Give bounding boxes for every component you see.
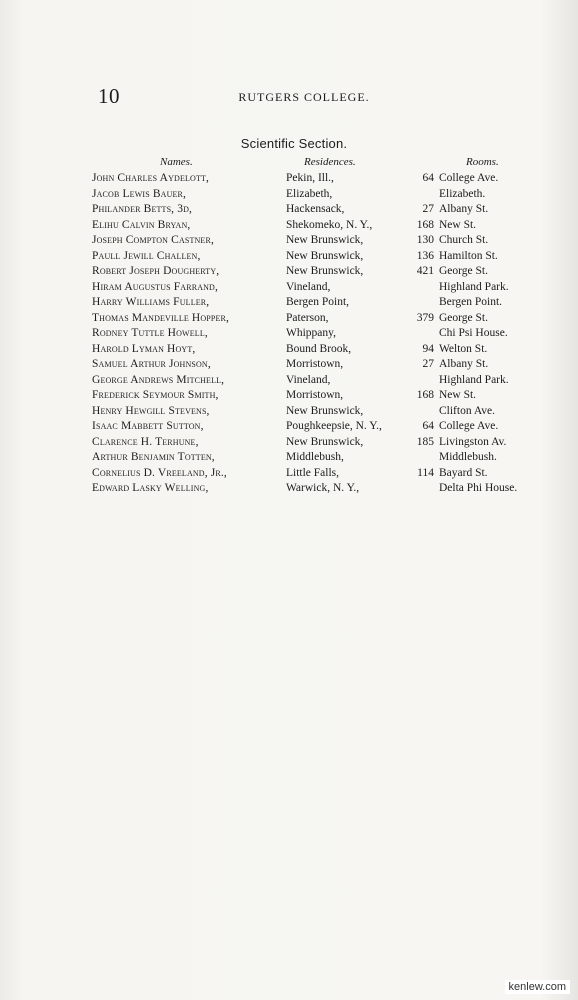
student-name: Henry Hewgill Stevens,: [92, 404, 210, 417]
student-row: [0, 343, 578, 359]
room-location: Delta Phi House.: [439, 482, 518, 494]
student-row: [0, 405, 578, 421]
student-name: Cornelius D. Vreeland, Jr.,: [92, 466, 227, 479]
student-name: Isaac Mabbett Sutton,: [92, 420, 204, 432]
room-location: George St.: [439, 311, 488, 324]
column-header-names: Names.: [160, 156, 193, 168]
room-location: New St.: [439, 218, 477, 231]
student-name: Joseph Compton Castner,: [92, 234, 214, 246]
student-name: Paull Jewill Challen,: [92, 249, 201, 262]
room-location: Bergen Point.: [439, 296, 503, 308]
student-name: Harold Lyman Hoyt,: [92, 342, 196, 355]
room-number: 421: [416, 265, 434, 277]
room-location: Church St.: [439, 234, 489, 246]
room-location: Highland Park.: [439, 280, 509, 293]
student-residence: Morristown,: [286, 389, 344, 401]
room-location: Highland Park.: [439, 373, 509, 386]
student-name: Harry Williams Fuller,: [92, 296, 210, 308]
student-row: [0, 467, 578, 483]
room-location: Chi Psi House.: [439, 327, 508, 339]
student-name: Clarence H. Terhune,: [92, 435, 199, 448]
room-number: 185: [416, 435, 434, 448]
student-row: [0, 203, 578, 219]
student-list: [0, 172, 578, 498]
student-residence: Little Falls,: [286, 466, 340, 479]
student-name: Thomas Mandeville Hopper,: [92, 311, 230, 324]
room-number: 168: [416, 218, 434, 231]
student-row: [0, 281, 578, 297]
student-row: [0, 389, 578, 405]
room-location: Bayard St.: [439, 466, 488, 479]
student-name: Robert Joseph Dougherty,: [92, 265, 220, 277]
room-location: Albany St.: [439, 358, 489, 370]
student-row: [0, 358, 578, 374]
student-name: Elihu Calvin Bryan,: [92, 218, 191, 231]
student-residence: Hackensack,: [286, 203, 345, 215]
room-number: 27: [422, 358, 434, 370]
student-residence: Paterson,: [286, 311, 329, 324]
room-location: College Ave.: [439, 172, 499, 184]
column-header-residences: Residences.: [304, 156, 356, 168]
student-row: [0, 234, 578, 250]
student-row: [0, 265, 578, 281]
student-name: Samuel Arthur Johnson,: [92, 358, 211, 370]
student-row: [0, 250, 578, 266]
student-residence: Poughkeepsie, N. Y.,: [286, 420, 382, 432]
student-residence: New Brunswick,: [286, 234, 364, 246]
student-residence: Whippany,: [286, 327, 337, 339]
student-row: [0, 219, 578, 235]
room-number: 114: [417, 466, 434, 479]
student-row: [0, 327, 578, 343]
student-name: Hiram Augustus Farrand,: [92, 280, 219, 293]
student-residence: Bergen Point,: [286, 296, 350, 308]
section-title: Scientific Section.: [240, 136, 348, 151]
student-residence: New Brunswick,: [286, 249, 364, 262]
room-number: 64: [422, 172, 434, 184]
student-name: George Andrews Mitchell,: [92, 373, 225, 386]
student-row: [0, 296, 578, 312]
student-residence: Middlebush,: [286, 451, 344, 463]
room-location: New St.: [439, 389, 477, 401]
room-location: Albany St.: [439, 203, 489, 215]
student-name: Arthur Benjamin Totten,: [92, 451, 215, 463]
room-number: 64: [422, 420, 434, 432]
page-number: 10: [98, 84, 120, 108]
running-head: RUTGERS COLLEGE.: [238, 90, 370, 104]
student-residence: Vineland,: [286, 280, 331, 293]
student-name: Philander Betts, 3d,: [92, 203, 193, 215]
room-location: George St.: [439, 265, 488, 277]
student-row: [0, 451, 578, 467]
room-number: 130: [416, 234, 434, 246]
student-name: Edward Lasky Welling,: [92, 482, 209, 494]
column-header-rooms: Rooms.: [466, 156, 499, 168]
room-location: College Ave.: [439, 420, 499, 432]
student-residence: Shekomeko, N. Y.,: [286, 218, 373, 231]
room-location: Elizabeth.: [439, 187, 486, 200]
student-name: Jacob Lewis Bauer,: [92, 187, 187, 200]
room-location: Welton St.: [439, 342, 488, 355]
student-row: [0, 172, 578, 188]
room-number: 168: [416, 389, 434, 401]
student-residence: Bound Brook,: [286, 342, 352, 355]
room-number: 27: [422, 203, 434, 215]
room-location: Clifton Ave.: [439, 404, 496, 417]
room-location: Livingston Av.: [439, 435, 507, 448]
room-number: 379: [416, 311, 434, 324]
student-residence: Morristown,: [286, 358, 344, 370]
student-residence: Warwick, N. Y.,: [286, 482, 360, 494]
student-name: Rodney Tuttle Howell,: [92, 327, 208, 339]
room-number: 94: [422, 342, 434, 355]
student-row: [0, 420, 578, 436]
student-row: [0, 482, 578, 498]
student-residence: Vineland,: [286, 373, 331, 386]
watermark: kenlew.com: [505, 980, 570, 994]
student-name: Frederick Seymour Smith,: [92, 389, 219, 401]
student-residence: Elizabeth,: [286, 187, 333, 200]
student-residence: New Brunswick,: [286, 265, 364, 277]
student-row: [0, 436, 578, 452]
room-number: 136: [416, 249, 434, 262]
room-location: Hamilton St.: [439, 249, 498, 262]
student-residence: Pekin, Ill.,: [286, 172, 334, 184]
room-location: Middlebush.: [439, 451, 497, 463]
student-row: [0, 312, 578, 328]
student-residence: New Brunswick,: [286, 435, 364, 448]
student-name: John Charles Aydelott,: [92, 172, 210, 184]
student-row: [0, 188, 578, 204]
student-row: [0, 374, 578, 390]
student-residence: New Brunswick,: [286, 404, 364, 417]
